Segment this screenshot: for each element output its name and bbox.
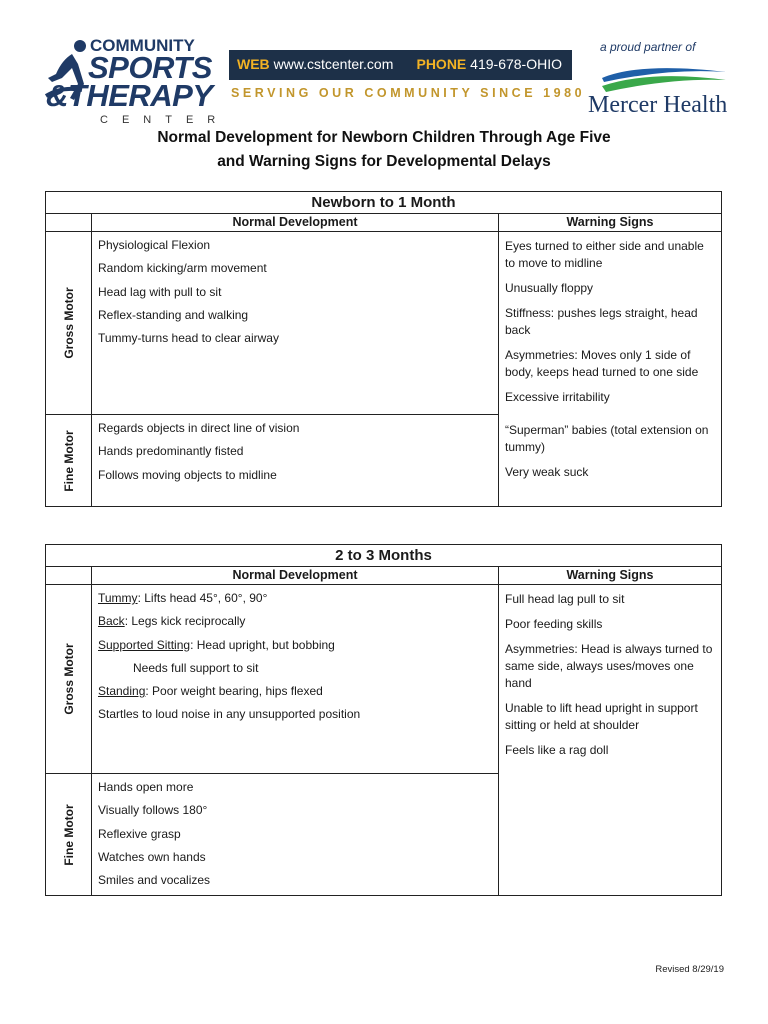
milestone-text: Hands predominantly fisted bbox=[98, 444, 244, 459]
milestone-text: Follows moving objects to midline bbox=[98, 467, 277, 482]
milestone-text: Physiological Flexion bbox=[98, 238, 211, 252]
table-2-to-3-months bbox=[45, 544, 722, 896]
table-heading: 2 to 3 Months bbox=[46, 545, 721, 567]
partner-logo bbox=[586, 38, 736, 124]
milestone-item bbox=[98, 421, 492, 444]
warning-sign-item: Asymmetries: Moves only 1 side of body, keeps head turned to one side bbox=[505, 348, 699, 379]
gross-motor-label-cell bbox=[46, 232, 92, 414]
milestone-item bbox=[98, 638, 492, 661]
warning-signs-header: Warning Signs bbox=[566, 568, 654, 582]
fine-motor-label: Fine Motor bbox=[61, 804, 76, 866]
milestone-item bbox=[98, 707, 492, 730]
warning-sign-item: Full head lag pull to sit bbox=[505, 592, 625, 606]
warning-sign-item: Excessive irritability bbox=[505, 390, 610, 404]
tagline: SERVING OUR COMMUNITY SINCE 1980 bbox=[231, 86, 586, 100]
milestone-text: : Legs kick reciprocally bbox=[124, 614, 246, 629]
fine-motor-section bbox=[46, 414, 498, 507]
milestone-text: : Poor weight bearing, hips flexed bbox=[145, 684, 323, 699]
fine-motor-label-cell bbox=[46, 415, 92, 507]
milestone-item bbox=[98, 261, 492, 284]
gross-motor-items bbox=[92, 232, 498, 414]
warning-sign-item: Poor feeding skills bbox=[505, 617, 603, 631]
document-title-line-2: and Warning Signs for Developmental Delays bbox=[217, 153, 551, 170]
column-header-row bbox=[46, 214, 721, 232]
partner-name: Mercer Health bbox=[588, 92, 728, 118]
milestone-item bbox=[98, 803, 492, 826]
normal-development-header: Normal Development bbox=[92, 567, 499, 584]
milestone-item bbox=[98, 308, 492, 331]
milestone-text: Regards objects in direct line of vision bbox=[98, 421, 300, 435]
logo-line-4: CENTER bbox=[100, 114, 230, 126]
web-url: www.cstcenter.com bbox=[273, 56, 394, 72]
milestone-text: Random kicking/arm movement bbox=[98, 261, 267, 276]
milestone-category: Back bbox=[98, 614, 125, 629]
milestone-category: Standing bbox=[98, 684, 146, 699]
normal-development-column bbox=[46, 232, 499, 507]
milestone-category: Tummy bbox=[98, 591, 138, 605]
milestone-item bbox=[98, 780, 492, 803]
milestone-text: Reflex-standing and walking bbox=[98, 307, 249, 322]
mercer-swoosh-icon bbox=[600, 60, 728, 94]
warning-sign-item: Unusually floppy bbox=[505, 281, 594, 295]
side-header-cell bbox=[46, 214, 92, 231]
warning-signs-column bbox=[499, 232, 721, 507]
milestone-text: Watches own hands bbox=[98, 849, 206, 864]
milestone-text: Reflexive grasp bbox=[98, 826, 181, 841]
logo-line-3: &THERAPY bbox=[46, 78, 213, 113]
milestone-item bbox=[98, 238, 492, 261]
milestone-text: Startles to loud noise in any unsupported position bbox=[98, 707, 361, 722]
gross-motor-items bbox=[92, 585, 498, 773]
fine-motor-items bbox=[92, 415, 498, 507]
milestone-category: Supported Sitting bbox=[98, 637, 191, 652]
phone-number: 419-678-OHIO bbox=[470, 56, 562, 72]
milestone-item bbox=[98, 285, 492, 308]
table-newborn-to-1-month bbox=[45, 191, 722, 507]
milestone-text: Needs full support to sit bbox=[133, 660, 259, 675]
milestone-item bbox=[98, 827, 492, 850]
logo-line-1: COMMUNITY bbox=[90, 36, 195, 55]
gross-motor-label: Gross Motor bbox=[61, 287, 76, 359]
milestone-item bbox=[98, 444, 492, 467]
milestone-item bbox=[98, 591, 492, 614]
milestone-item bbox=[98, 331, 492, 354]
fine-motor-label: Fine Motor bbox=[61, 430, 76, 492]
phone-label: PHONE bbox=[416, 56, 467, 72]
community-sports-therapy-logo bbox=[40, 34, 230, 126]
milestone-text: Head lag with pull to sit bbox=[98, 284, 222, 299]
milestone-item bbox=[98, 661, 492, 684]
milestone-item bbox=[98, 614, 492, 637]
contact-banner bbox=[229, 50, 572, 80]
document-title-line-1: Normal Development for Newborn Children Through Age Five bbox=[157, 129, 611, 146]
fine-motor-section bbox=[46, 773, 498, 896]
warning-sign-item: Unable to lift head upright in support sitting or held at shoulder bbox=[505, 701, 698, 732]
warning-sign-item: Feels like a rag doll bbox=[505, 743, 609, 757]
table-body bbox=[46, 232, 721, 507]
milestone-text: : Lifts head 45°, 60°, 90° bbox=[137, 591, 268, 605]
phone-contact[interactable] bbox=[416, 56, 562, 72]
warning-sign-item: “Superman” babies (total extension on tummy) bbox=[505, 423, 709, 454]
milestone-text: Smiles and vocalizes bbox=[98, 873, 211, 888]
normal-development-column bbox=[46, 585, 499, 896]
table-body bbox=[46, 585, 721, 896]
milestone-item bbox=[98, 873, 492, 896]
milestone-text: Tummy-turns head to clear airway bbox=[98, 331, 279, 346]
side-header-cell bbox=[46, 567, 92, 584]
warning-signs-header: Warning Signs bbox=[566, 215, 654, 229]
web-contact[interactable] bbox=[237, 56, 393, 72]
web-label: WEB bbox=[237, 56, 270, 72]
milestone-text: Hands open more bbox=[98, 780, 194, 794]
gross-motor-label: Gross Motor bbox=[61, 643, 76, 715]
normal-development-header: Normal Development bbox=[92, 214, 499, 231]
milestone-item bbox=[98, 468, 492, 491]
gross-motor-label-cell bbox=[46, 585, 92, 773]
gross-motor-section bbox=[46, 585, 498, 773]
milestone-item bbox=[98, 684, 492, 707]
warning-sign-item: Asymmetries: Head is always turned to same side, always uses/moves one hand bbox=[505, 642, 713, 690]
warning-sign-item: Very weak suck bbox=[505, 465, 589, 479]
milestone-item bbox=[98, 850, 492, 873]
fine-motor-items bbox=[92, 774, 498, 896]
column-header-row bbox=[46, 567, 721, 585]
warning-sign-item: Eyes turned to either side and unable to move to midline bbox=[505, 239, 704, 270]
revision-date: Revised 8/29/19 bbox=[655, 964, 724, 975]
gross-motor-section bbox=[46, 232, 498, 414]
partner-tagline: a proud partner of bbox=[600, 40, 696, 54]
fine-motor-label-cell bbox=[46, 774, 92, 896]
logo-line-2: SPORTS bbox=[88, 50, 212, 85]
table-heading: Newborn to 1 Month bbox=[46, 192, 721, 214]
milestone-text: : Head upright, but bobbing bbox=[190, 637, 335, 652]
milestone-text: Visually follows 180° bbox=[98, 803, 208, 818]
warning-sign-item: Stiffness: pushes legs straight, head back bbox=[505, 306, 698, 337]
warning-signs-column bbox=[499, 585, 721, 896]
